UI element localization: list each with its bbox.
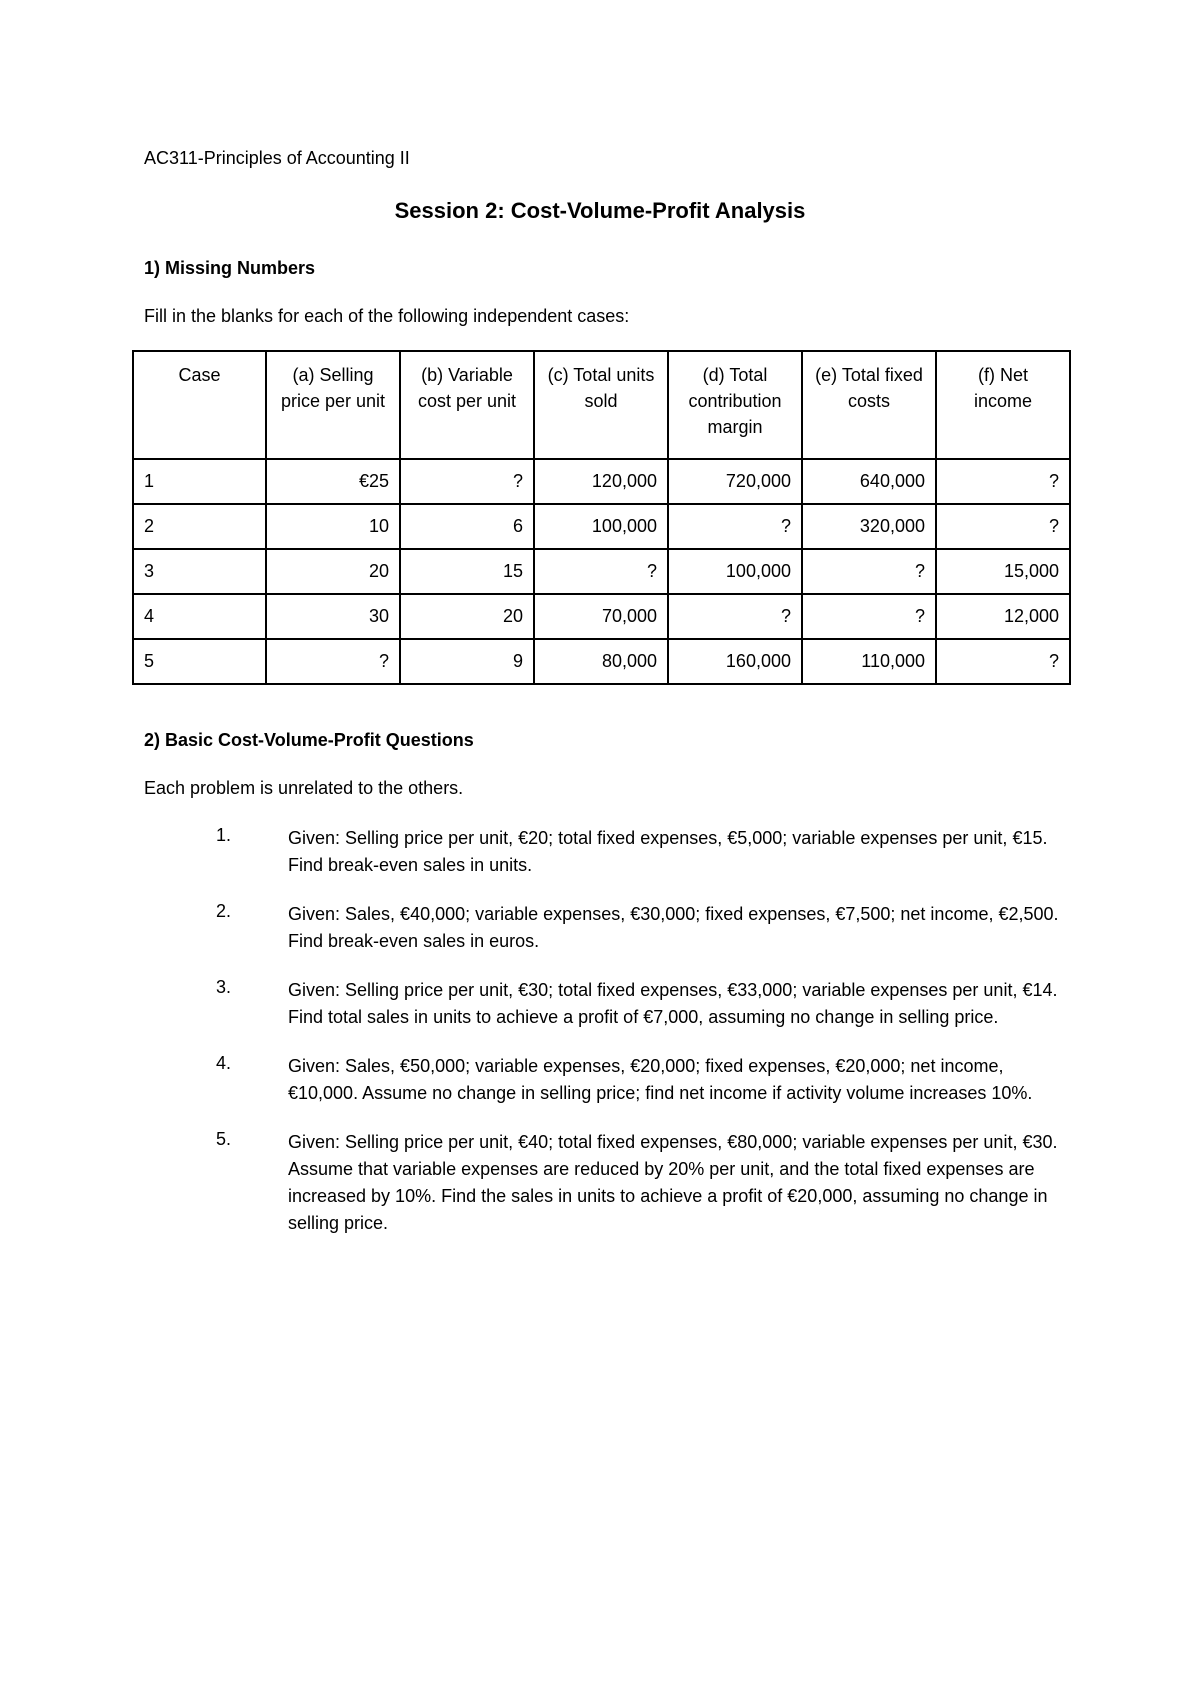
section-2-heading: 2) Basic Cost-Volume-Profit Questions (144, 730, 474, 750)
table-row (133, 459, 1070, 504)
table-cell: 110,000 (802, 639, 936, 684)
table-cell: 160,000 (668, 639, 802, 684)
question-number: 5. (216, 1129, 232, 1149)
table-cell: 3 (133, 549, 266, 594)
missing-numbers-table (132, 350, 1071, 685)
question-text: Given: Sales, €50,000; variable expenses, €20,000; fixed expenses, €20,000; net income, €10,000. Assume no change in selling price; find net income if activity volume increases 10%. (288, 1056, 1033, 1103)
table-cell: 30 (266, 594, 400, 639)
table-cell: 720,000 (668, 459, 802, 504)
page-title: Session 2: Cost-Volume-Profit Analysis (394, 198, 806, 223)
question-list (0, 825, 1068, 1259)
column-header: (c) Total units sold (534, 351, 668, 459)
table-cell: ? (936, 459, 1070, 504)
table-cell: ? (668, 594, 802, 639)
list-item (0, 977, 1068, 1031)
column-header: (d) Total contribution margin (668, 351, 802, 459)
table-cell: €25 (266, 459, 400, 504)
section-1-heading: 1) Missing Numbers (144, 258, 316, 278)
question-text: Given: Selling price per unit, €30; total fixed expenses, €33,000; variable expenses per unit, €14. Find total sales in units to achieve a profit of €7,000, assuming no change in selling price. (288, 980, 1058, 1027)
table-cell: 120,000 (534, 459, 668, 504)
table-cell: 5 (133, 639, 266, 684)
table-cell: 4 (133, 594, 266, 639)
table-cell: 640,000 (802, 459, 936, 504)
table-cell: ? (802, 594, 936, 639)
table-cell: 70,000 (534, 594, 668, 639)
question-text: Given: Selling price per unit, €40; total fixed expenses, €80,000; variable expenses per unit, €30. Assume that variable expenses are reduced by 20% per unit, and the total fixed expenses are increased by 10%. Find the sales in units to achieve a profit of €20,000, assuming no change in selling price. (288, 1132, 1058, 1233)
question-text: Given: Sales, €40,000; variable expenses, €30,000; fixed expenses, €7,500; net income, €2,500. Find break-even sales in euros. (288, 904, 1059, 951)
column-header: (e) Total fixed costs (802, 351, 936, 459)
table-cell: ? (802, 549, 936, 594)
question-text: Given: Selling price per unit, €20; total fixed expenses, €5,000; variable expenses per unit, €15. Find break-even sales in units. (288, 828, 1048, 875)
section-1-instruction: Fill in the blanks for each of the following independent cases: (144, 306, 630, 326)
table-cell: ? (266, 639, 400, 684)
table-cell: 2 (133, 504, 266, 549)
table-header-row (133, 351, 1070, 459)
table-cell: 100,000 (668, 549, 802, 594)
table-cell: 20 (400, 594, 534, 639)
table-cell: 320,000 (802, 504, 936, 549)
table-cell: 12,000 (936, 594, 1070, 639)
list-item (0, 1129, 1068, 1237)
column-header: (b) Variable cost per unit (400, 351, 534, 459)
table-cell: 1 (133, 459, 266, 504)
question-number: 3. (216, 977, 232, 997)
table-cell: 10 (266, 504, 400, 549)
table-row (133, 504, 1070, 549)
list-item (0, 901, 1068, 955)
column-header: Case (133, 351, 266, 459)
column-header: (a) Selling price per unit (266, 351, 400, 459)
table-row (133, 549, 1070, 594)
table-cell: ? (534, 549, 668, 594)
course-title: AC311-Principles of Accounting II (144, 148, 410, 168)
table-cell: ? (936, 504, 1070, 549)
table-cell: 100,000 (534, 504, 668, 549)
table-row (133, 594, 1070, 639)
table-cell: 15 (400, 549, 534, 594)
table-cell: 80,000 (534, 639, 668, 684)
list-item (0, 1053, 1068, 1107)
table-cell: 15,000 (936, 549, 1070, 594)
question-number: 1. (216, 825, 232, 845)
question-number: 2. (216, 901, 232, 921)
column-header: (f) Net income (936, 351, 1070, 459)
table-cell: ? (668, 504, 802, 549)
question-number: 4. (216, 1053, 232, 1073)
table-cell: ? (400, 459, 534, 504)
table-cell: 20 (266, 549, 400, 594)
table-cell: 9 (400, 639, 534, 684)
table-cell: ? (936, 639, 1070, 684)
list-item (0, 825, 1068, 879)
table-row (133, 639, 1070, 684)
section-2-note: Each problem is unrelated to the others. (144, 778, 464, 798)
table-cell: 6 (400, 504, 534, 549)
